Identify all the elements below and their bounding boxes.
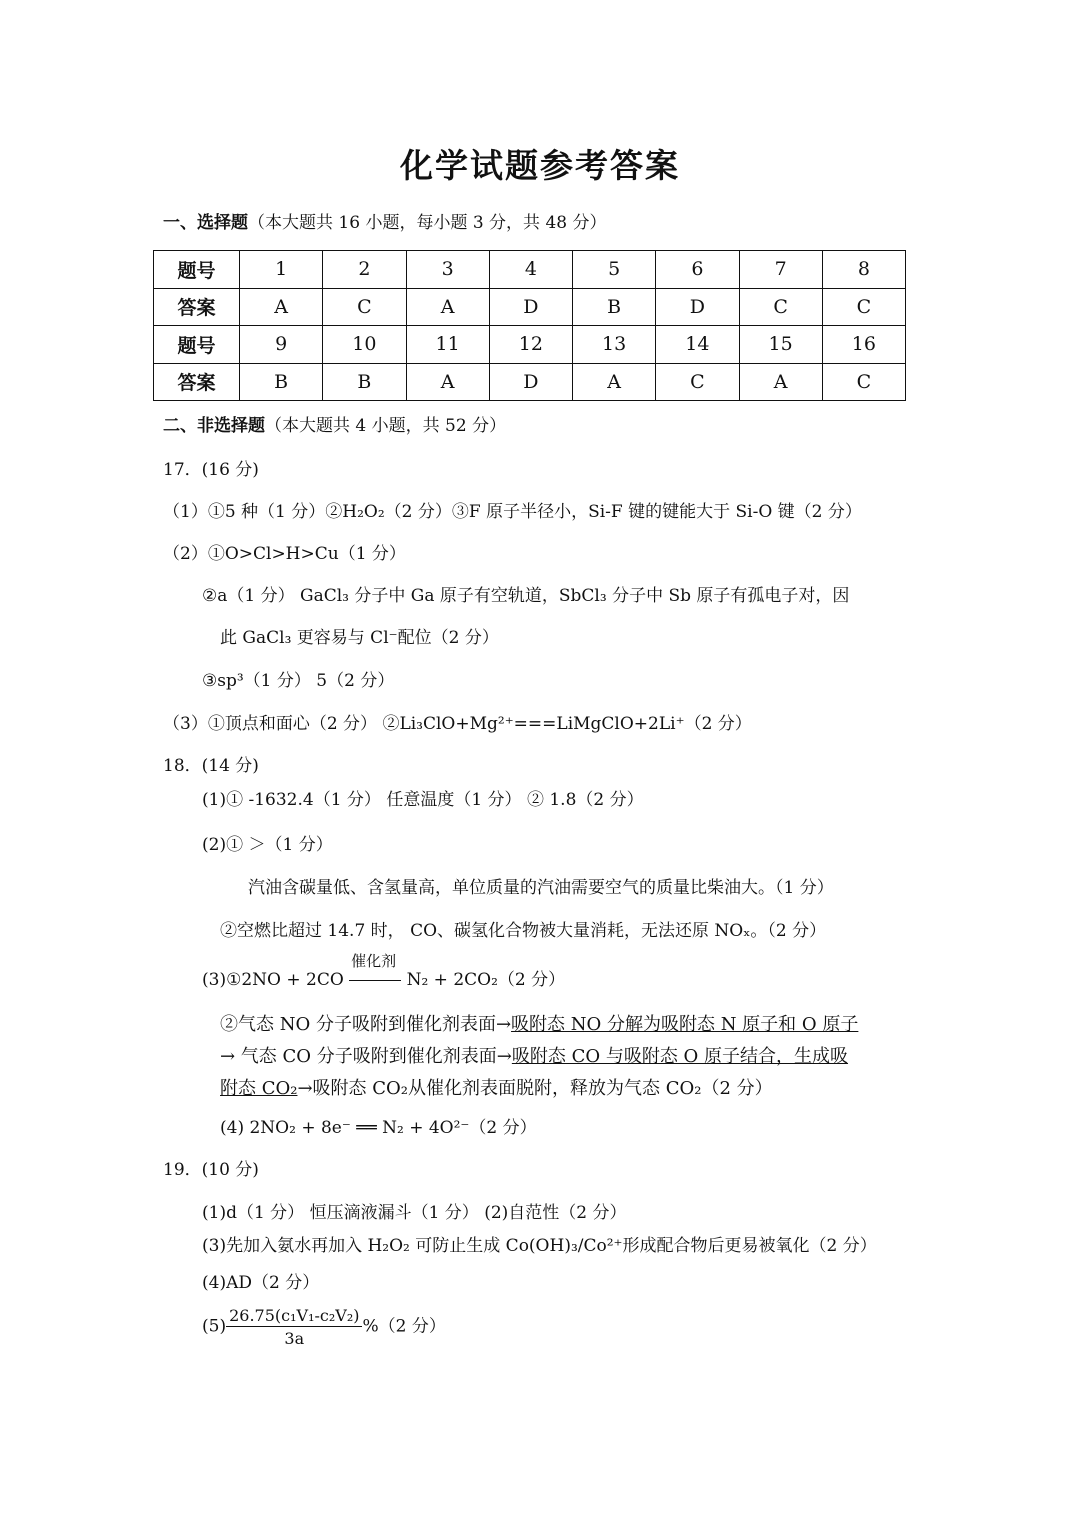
question-number: 7 [739, 251, 822, 289]
q19-part4: (4)AD（2 分） [202, 1273, 320, 1293]
answer-cell: D [656, 288, 739, 326]
catalyst-label: 催化剂 [351, 952, 397, 970]
answer-cell: D [489, 363, 572, 401]
answer-cell: B [323, 363, 406, 401]
q18-part2-b: ②空燃比超过 14.7 时， CO、碳氢化合物被大量消耗，无法还原 NOₓ。（2 分） [220, 921, 827, 941]
question-number: 10 [323, 326, 406, 364]
answer-table [153, 250, 906, 401]
section-1-heading [163, 208, 607, 233]
answer-cell: D [489, 288, 572, 326]
q18-part3-equation [202, 952, 566, 990]
answer-cell: A [573, 363, 656, 401]
q18-part2: (2)① ＞（1 分） [202, 835, 333, 855]
q17-part2-b: ②a（1 分） GaCl₃ 分子中 Ga 原子有空轨道，SbCl₃ 分子中 Sb 原子有孤电子对，因 [202, 586, 850, 606]
mechanism-text: ②气态 NO 分子吸附到催化剂表面→ [220, 1014, 512, 1035]
section-1-title: 一、选择题 [163, 213, 248, 233]
row-label-question: 题号 [154, 251, 240, 289]
q17-part2: （2）①O>Cl>H>Cu（1 分） [163, 544, 406, 564]
q18-part3-mechanism-2 [220, 1042, 848, 1068]
q18-part2-explain: 汽油含碳量低、含氢量高，单位质量的汽油需要空气的质量比柴油大。（1 分） [248, 878, 834, 898]
answer-cell: C [323, 288, 406, 326]
q17-heading: 17．(16 分) [163, 460, 259, 480]
question-number: 1 [240, 251, 323, 289]
answer-cell: C [739, 288, 822, 326]
equation-products: N₂ + 2CO₂（2 分） [406, 970, 566, 990]
answer-cell: B [240, 363, 323, 401]
table-row [154, 326, 906, 364]
answer-cell: B [573, 288, 656, 326]
q19-part1-2: (1)d（1 分） 恒压滴液漏斗（1 分） (2)自范性（2 分） [202, 1203, 627, 1223]
question-number: 16 [822, 326, 905, 364]
q17-part3: （3）①顶点和面心（2 分） ②Li₃ClO+Mg²⁺===LiMgClO+2Li⁺（2 分） [163, 714, 752, 734]
table-row [154, 288, 906, 326]
equation-reactants: (3)①2NO + 2CO [202, 970, 344, 990]
fraction [226, 1306, 362, 1348]
q19-part3: (3)先加入氨水再加入 H₂O₂ 可防止生成 Co(OH)₃/Co²⁺形成配合物后更易被氧化（2 分） [202, 1236, 877, 1256]
answer-cell: A [240, 288, 323, 326]
section-2-heading [163, 411, 506, 436]
table-row [154, 363, 906, 401]
mechanism-underlined: 吸附态 CO 与吸附态 O 原子结合，生成吸 [511, 1046, 849, 1067]
answer-cell: A [406, 363, 489, 401]
question-number: 12 [489, 326, 572, 364]
question-number: 14 [656, 326, 739, 364]
q18-part3-mechanism-1 [220, 1010, 858, 1036]
catalyst-arrow [349, 952, 401, 990]
answer-cell: C [822, 288, 905, 326]
section-2-note: （本大题共 4 小题，共 52 分） [265, 416, 507, 436]
section-2-title: 二、非选择题 [163, 416, 265, 436]
question-number: 3 [406, 251, 489, 289]
row-label-answer: 答案 [154, 363, 240, 401]
mechanism-underlined: 附态 CO₂ [220, 1078, 298, 1099]
q19-part5 [202, 1306, 446, 1348]
mechanism-text: → 气态 CO 分子吸附到催化剂表面→ [220, 1046, 512, 1067]
mechanism-underlined: 吸附态 NO 分解为吸附态 N 原子和 O 原子 [511, 1014, 859, 1035]
answer-cell: A [739, 363, 822, 401]
fraction-denominator: 3a [284, 1329, 305, 1348]
question-number: 2 [323, 251, 406, 289]
part-label: (5) [202, 1316, 227, 1337]
q17-part2-c: ③sp³（1 分） 5（2 分） [202, 671, 395, 691]
question-number: 6 [656, 251, 739, 289]
q17-part2-b-cont: 此 GaCl₃ 更容易与 Cl⁻配位（2 分） [220, 628, 499, 648]
question-number: 8 [822, 251, 905, 289]
question-number: 15 [739, 326, 822, 364]
answer-cell: C [656, 363, 739, 401]
question-number: 4 [489, 251, 572, 289]
mechanism-text: →吸附态 CO₂从催化剂表面脱附，释放为气态 CO₂（2 分） [297, 1078, 773, 1099]
answer-cell: C [822, 363, 905, 401]
question-number: 11 [406, 326, 489, 364]
q18-part1: (1)① -1632.4（1 分） 任意温度（1 分） ② 1.8（2 分） [202, 790, 644, 810]
question-number: 5 [573, 251, 656, 289]
row-label-question: 题号 [154, 326, 240, 364]
question-number: 9 [240, 326, 323, 364]
answer-cell: A [406, 288, 489, 326]
q18-part3-mechanism-3 [220, 1074, 773, 1100]
q18-heading: 18．(14 分) [163, 756, 259, 776]
question-number: 13 [573, 326, 656, 364]
fraction-suffix: %（2 分） [362, 1316, 446, 1337]
fraction-numerator: 26.75(c₁V₁-c₂V₂) [226, 1306, 362, 1327]
table-row [154, 251, 906, 289]
row-label-answer: 答案 [154, 288, 240, 326]
page-title: 化学试题参考答案 [400, 146, 680, 185]
q17-part1: （1）①5 种（1 分）②H₂O₂（2 分）③F 原子半径小，Si-F 键的键能大于 Si-O 键（2 分） [163, 502, 862, 522]
section-1-note: （本大题共 16 小题，每小题 3 分，共 48 分） [248, 213, 607, 233]
q18-part4: (4) 2NO₂ + 8e⁻ ══ N₂ + 4O²⁻（2 分） [220, 1118, 537, 1138]
q19-heading: 19．(10 分) [163, 1160, 259, 1180]
